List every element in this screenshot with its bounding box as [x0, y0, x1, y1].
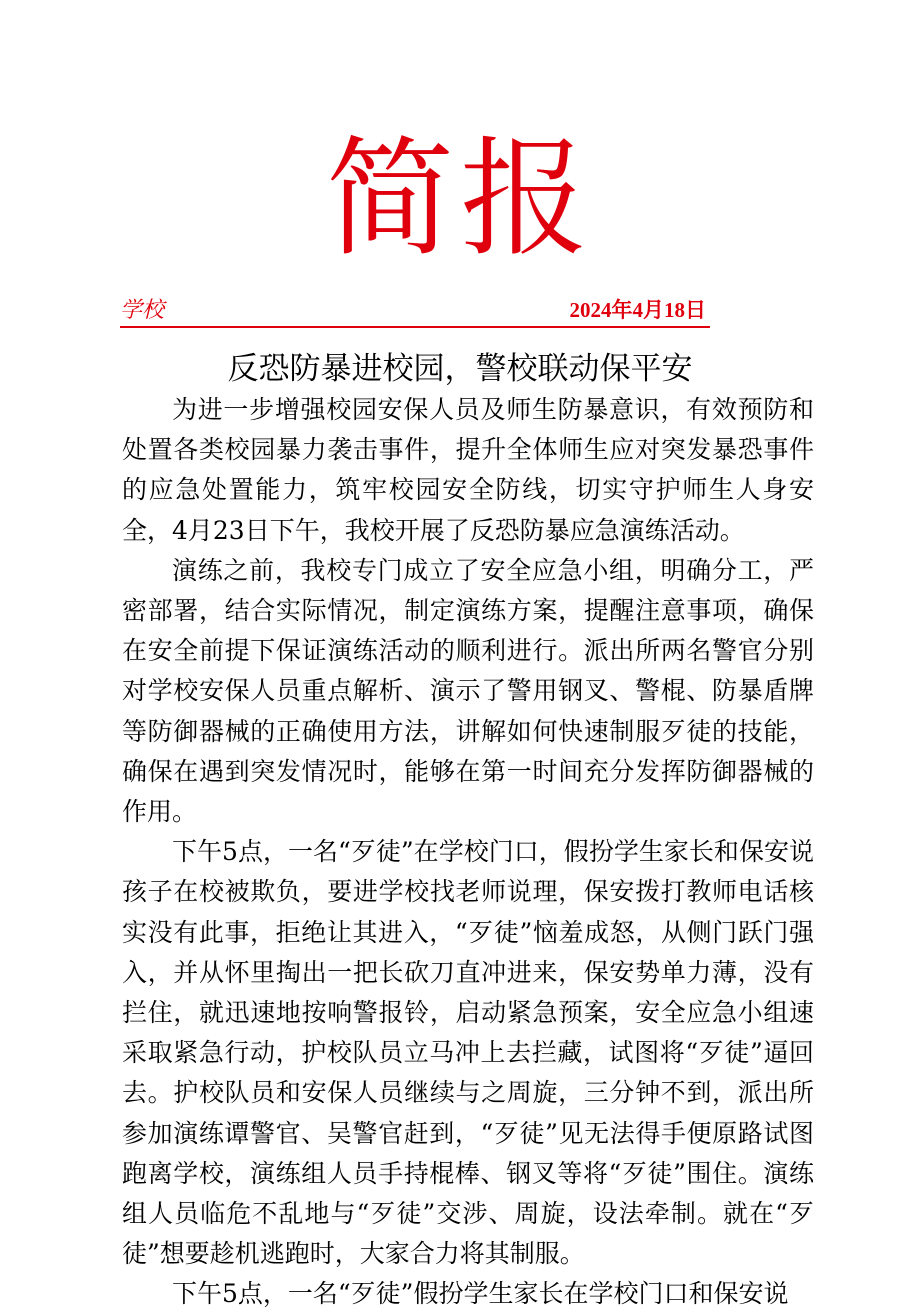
paragraph: 为进一步增强校园安保人员及师生防暴意识，有效预防和处置各类校园暴力袭击事件，提升全体师生应对突发暴恐事件的应急处置能力，筑牢校园安全防线，切实守护师生人身安全，4月23日下午，我校开展了反恐防暴应急演练活动。: [122, 395, 814, 545]
header-line: [120, 296, 710, 328]
paragraph: 下午5点，一名“歹徒”在学校门口，假扮学生家长和保安说孩子在校被欺负，要进学校找老师说理，保安拨打教师电话核实没有此事，拒绝让其进入，“歹徒”恼羞成怒，从侧门跃门强入，并从怀里掏出一把长砍刀直冲进来，保安势单力薄，没有拦住，就迅速地按响警报铃，启动紧急预案，安全应急小组速采取紧急行动，护校队员立马冲上去拦藏，试图将“歹徒”逼回去。护校队员和安保人员继续与之周旋，三分钟不到，派出所参加演练谭警官、吴警官赶到，“歹徒”见无法得手便原路试图跑离学校，演练组人员手持棍棒、钢叉等将“歹徒”围住。演练组人员临危不乱地与“歹徒”交涉、周旋，设法牵制。就在“歹徒”想要趁机逃跑时，大家合力将其制服。: [122, 837, 814, 1269]
paragraph: 演练之前，我校专门成立了安全应急小组，明确分工，严密部署，结合实际情况，制定演练方案，提醒注意事项，确保在安全前提下保证演练活动的顺利进行。派出所两名警官分别对学校安保人员重点解析、演示了警用钢叉、警棍、防暴盾牌等防御器械的正确使用方法，讲解如何快速制服歹徒的技能，确保在遇到突发情况时，能够在第一时间充分发挥防御器械的作用。: [122, 555, 814, 827]
school-name: 学校: [120, 298, 165, 323]
article-body: [122, 390, 814, 1315]
masthead-title: 简报: [325, 125, 594, 274]
issue-date: 2024年4月18日: [569, 298, 706, 322]
paragraph: 下午5点，一名“歹徒”假扮学生家长在学校门口和保安说: [172, 1279, 789, 1309]
article-title: 反恐防暴进校园，警校联动保平安: [227, 351, 693, 387]
